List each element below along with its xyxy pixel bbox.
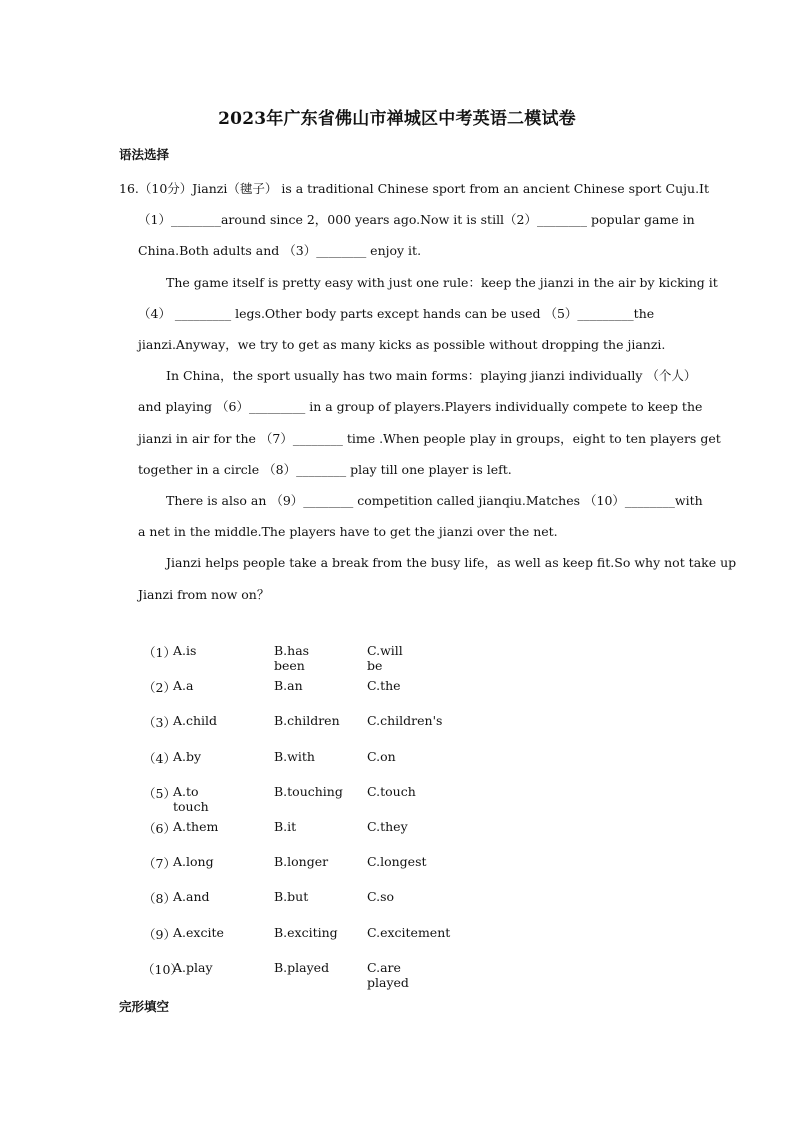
option-a: A.excite xyxy=(173,924,224,940)
option-c: C.longest xyxy=(367,854,427,870)
passage-line: Jianzi from now on？ xyxy=(138,586,270,602)
option-c: C.on xyxy=(367,748,396,764)
option-c: C.touch xyxy=(367,783,416,799)
option-b: B.has been xyxy=(274,643,310,673)
option-b: B.played xyxy=(274,959,330,975)
question-number: （7） xyxy=(143,856,176,872)
section-heading-grammar: 语法选择 xyxy=(119,147,170,162)
passage-line: There is also an （9）________ competition called jianqiu.Matches （10）________with xyxy=(166,493,703,509)
option-a: A.child xyxy=(173,713,218,729)
option-b: B.it xyxy=(274,818,297,834)
option-a: A.play xyxy=(173,959,213,975)
option-a: A.is xyxy=(173,643,197,658)
passage-line: China.Both adults and （3）________ enjoy it. xyxy=(138,243,422,259)
option-a: A.a xyxy=(173,678,194,694)
question-number: （8） xyxy=(143,891,176,907)
option-a: A.long xyxy=(173,854,214,870)
question-number: （3） xyxy=(143,715,176,731)
option-a: A.to touch xyxy=(173,783,209,814)
page-title: 2023年广东省佛山市禅城区中考英语二模试卷 xyxy=(218,109,576,129)
option-b: B.but xyxy=(274,889,309,905)
passage-line: and playing （6）_________ in a group of players.Players individually compete to keep the xyxy=(138,399,703,415)
passage-line: a net in the middle.The players have to get the jianzi over the net. xyxy=(138,524,558,540)
passage-line: The game itself is pretty easy with just one rule：keep the jianzi in the air by kicking it xyxy=(166,274,718,290)
option-b: B.touching xyxy=(274,783,343,799)
option-a: A.and xyxy=(173,889,210,905)
option-b: B.exciting xyxy=(274,924,338,940)
option-b: B.children xyxy=(274,713,340,729)
option-c: C.so xyxy=(367,889,395,905)
passage-line: jianzi.Anyway，we try to get as many kicks as possible without dropping the jianzi. xyxy=(138,337,666,353)
option-b: B.with xyxy=(274,748,315,764)
passage-line: 16.（10分）Jianzi（毽子） is a traditional Chinese sport from an ancient Chinese sport Cuju.It xyxy=(119,181,710,196)
option-b: B.an xyxy=(274,678,303,694)
option-a: A.them xyxy=(173,818,219,834)
question-number: （10） xyxy=(142,961,183,977)
passage-line: jianzi in air for the （7）________ time .When people play in groups，eight to ten players get xyxy=(138,430,721,446)
question-number: （5） xyxy=(143,785,176,801)
option-c: C.excitement xyxy=(367,924,451,940)
option-c: C.are played xyxy=(367,959,409,990)
passage-line: together in a circle （8）________ play till one player is left. xyxy=(138,461,512,477)
question-number: （9） xyxy=(143,926,176,942)
question-number: （1） xyxy=(143,645,176,660)
passage-line: （1）________around since 2，000 years ago.Now it is still（2）________ popular game in xyxy=(138,212,695,228)
question-number: （6） xyxy=(143,820,176,836)
section-heading-cloze: 完形填空 xyxy=(119,999,170,1014)
passage-line: Jianzi helps people take a break from the busy life，as well as keep fit.So why not take up xyxy=(166,555,737,571)
option-c: C.the xyxy=(367,678,401,694)
passage-line: （4） _________ legs.Other body parts except hands can be used （5）_________the xyxy=(138,305,655,321)
option-c: C.they xyxy=(367,818,408,834)
question-number: （4） xyxy=(143,750,176,766)
option-c: C.children's xyxy=(367,713,443,729)
reading-passage xyxy=(119,173,737,610)
option-a: A.by xyxy=(173,748,202,764)
question-number: （2） xyxy=(143,680,176,696)
option-c: C.will be xyxy=(367,643,403,673)
option-b: B.longer xyxy=(274,854,329,870)
passage-line: In China，the sport usually has two main forms：playing jianzi individually （个人） xyxy=(166,368,697,384)
